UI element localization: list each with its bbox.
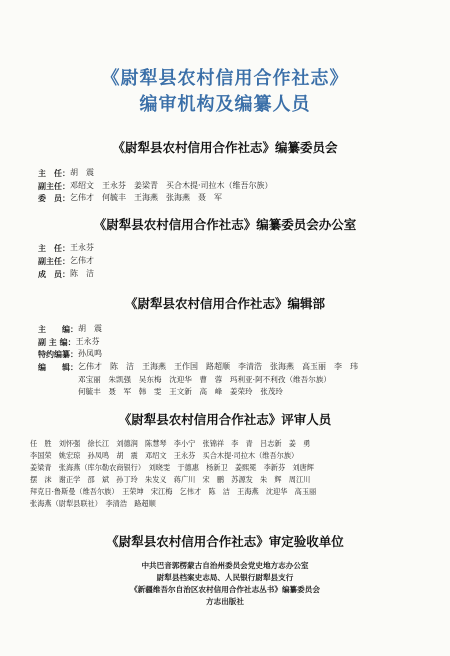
review-heading: 《尉犁县农村信用合作社志》评审人员 (118, 412, 332, 427)
committee-row (38, 193, 222, 203)
list-item: 李国荣 姚宏琼 孙凤鸣 胡 震 邓绍文 王永芬 买合木提·司拉木（维吾尔族） (30, 451, 299, 460)
list-item: 摆 沫 谢正学 邵 斌 孙丁玲 朱发义 蒋广川 宋 鹏 苏源发 朱 辉 周江川 (30, 475, 311, 484)
row-label: 副主任： (38, 181, 70, 191)
row-label: 编 辑： (38, 362, 78, 372)
list-item: 中共巴音郭楞蒙古自治州委员会党史地方志办公室 (141, 561, 309, 570)
committee-row (38, 168, 94, 178)
committee-row (38, 181, 273, 191)
review-list (30, 438, 425, 510)
list-item: 张海燕（尉犁县联社） 李清浩 路超顺 (30, 499, 156, 508)
list-item: 尉犁县档案史志局、人民银行尉犁县支行 (156, 573, 294, 582)
editorial-row (38, 324, 102, 334)
office-row (38, 256, 94, 266)
editorial-row (38, 337, 100, 347)
row-value: 乞伟才 (70, 256, 94, 265)
document-title: 《尉犁县农村信用合作社志》 (101, 68, 349, 89)
row-label: 主 任： (38, 168, 70, 178)
editor-continuation-list (38, 374, 423, 398)
editorial-row (38, 362, 358, 372)
office-row (38, 269, 94, 279)
row-value: 乞伟才 陈 洁 王海燕 王作国 路超顺 李清浩 张海燕 高玉丽 李 玮 (78, 362, 358, 371)
row-value: 胡 震 (70, 168, 94, 177)
editorial-heading: 《尉犁县农村信用合作社志》编辑部 (124, 296, 325, 311)
acceptance-heading: 《尉犁县农村信用合作社志》审定验收单位 (106, 534, 344, 549)
row-value: 陈 洁 (70, 269, 94, 278)
row-label: 委 员： (38, 193, 70, 203)
list-item: 拜克日·鲁斯曼（维吾尔族） 王荣坤 宋江梅 乞伟才 陈 洁 王海燕 沈迎华 高玉丽 (30, 487, 317, 496)
row-value: 王永芬 (75, 337, 100, 346)
document-subtitle: 编审机构及编纂人员 (139, 94, 311, 115)
row-value: 邓绍文 王永芬 姜梁青 买合木提·司拉木（维吾尔族） (70, 181, 273, 190)
row-value: 胡 震 (78, 324, 102, 333)
list-item: 方志出版社 (206, 597, 244, 606)
row-value: 王永芬 (70, 243, 94, 252)
row-label: 特约编纂： (38, 349, 78, 359)
acceptance-list (0, 560, 450, 608)
row-label: 副主任： (38, 256, 70, 266)
row-label: 主 任： (38, 243, 70, 253)
row-value: 孙凤鸣 (78, 349, 102, 358)
row-label: 主 编： (38, 324, 78, 334)
list-item: 《新疆维吾尔自治区农村信用合作社志丛书》编纂委员会 (130, 585, 320, 594)
office-row (38, 243, 94, 253)
row-label: 副 主 编： (38, 337, 76, 347)
row-label: 成 员： (38, 269, 70, 279)
list-item: 邓宝丽 朱凯强 吴东梅 沈迎华 曹 蓉 玛利亚·阿不利孜（维吾尔族） (78, 375, 332, 384)
row-value: 乞伟才 何毓丰 王海燕 张海燕 聂 军 (70, 193, 222, 202)
editorial-row (38, 349, 102, 359)
committee-heading: 《尉犁县农村信用合作社志》编纂委员会 (112, 140, 338, 155)
list-item: 姜梁青 张海燕（库尔勒农商银行） 刘晓雯 于德惠 杨新卫 姜熙冕 李新芬 刘唐辉 (30, 463, 314, 472)
list-item: 何毓丰 聂 军 韩 雯 王文新 高 峰 姜荣玲 张茂玲 (78, 387, 284, 396)
list-item: 任 胜 刘怀强 徐长江 刘德润 陈慧琴 李小宁 张锦祥 李 青 吕志新 姜 勇 (30, 439, 311, 448)
office-heading: 《尉犁县农村信用合作社志》编纂委员会办公室 (93, 217, 357, 232)
